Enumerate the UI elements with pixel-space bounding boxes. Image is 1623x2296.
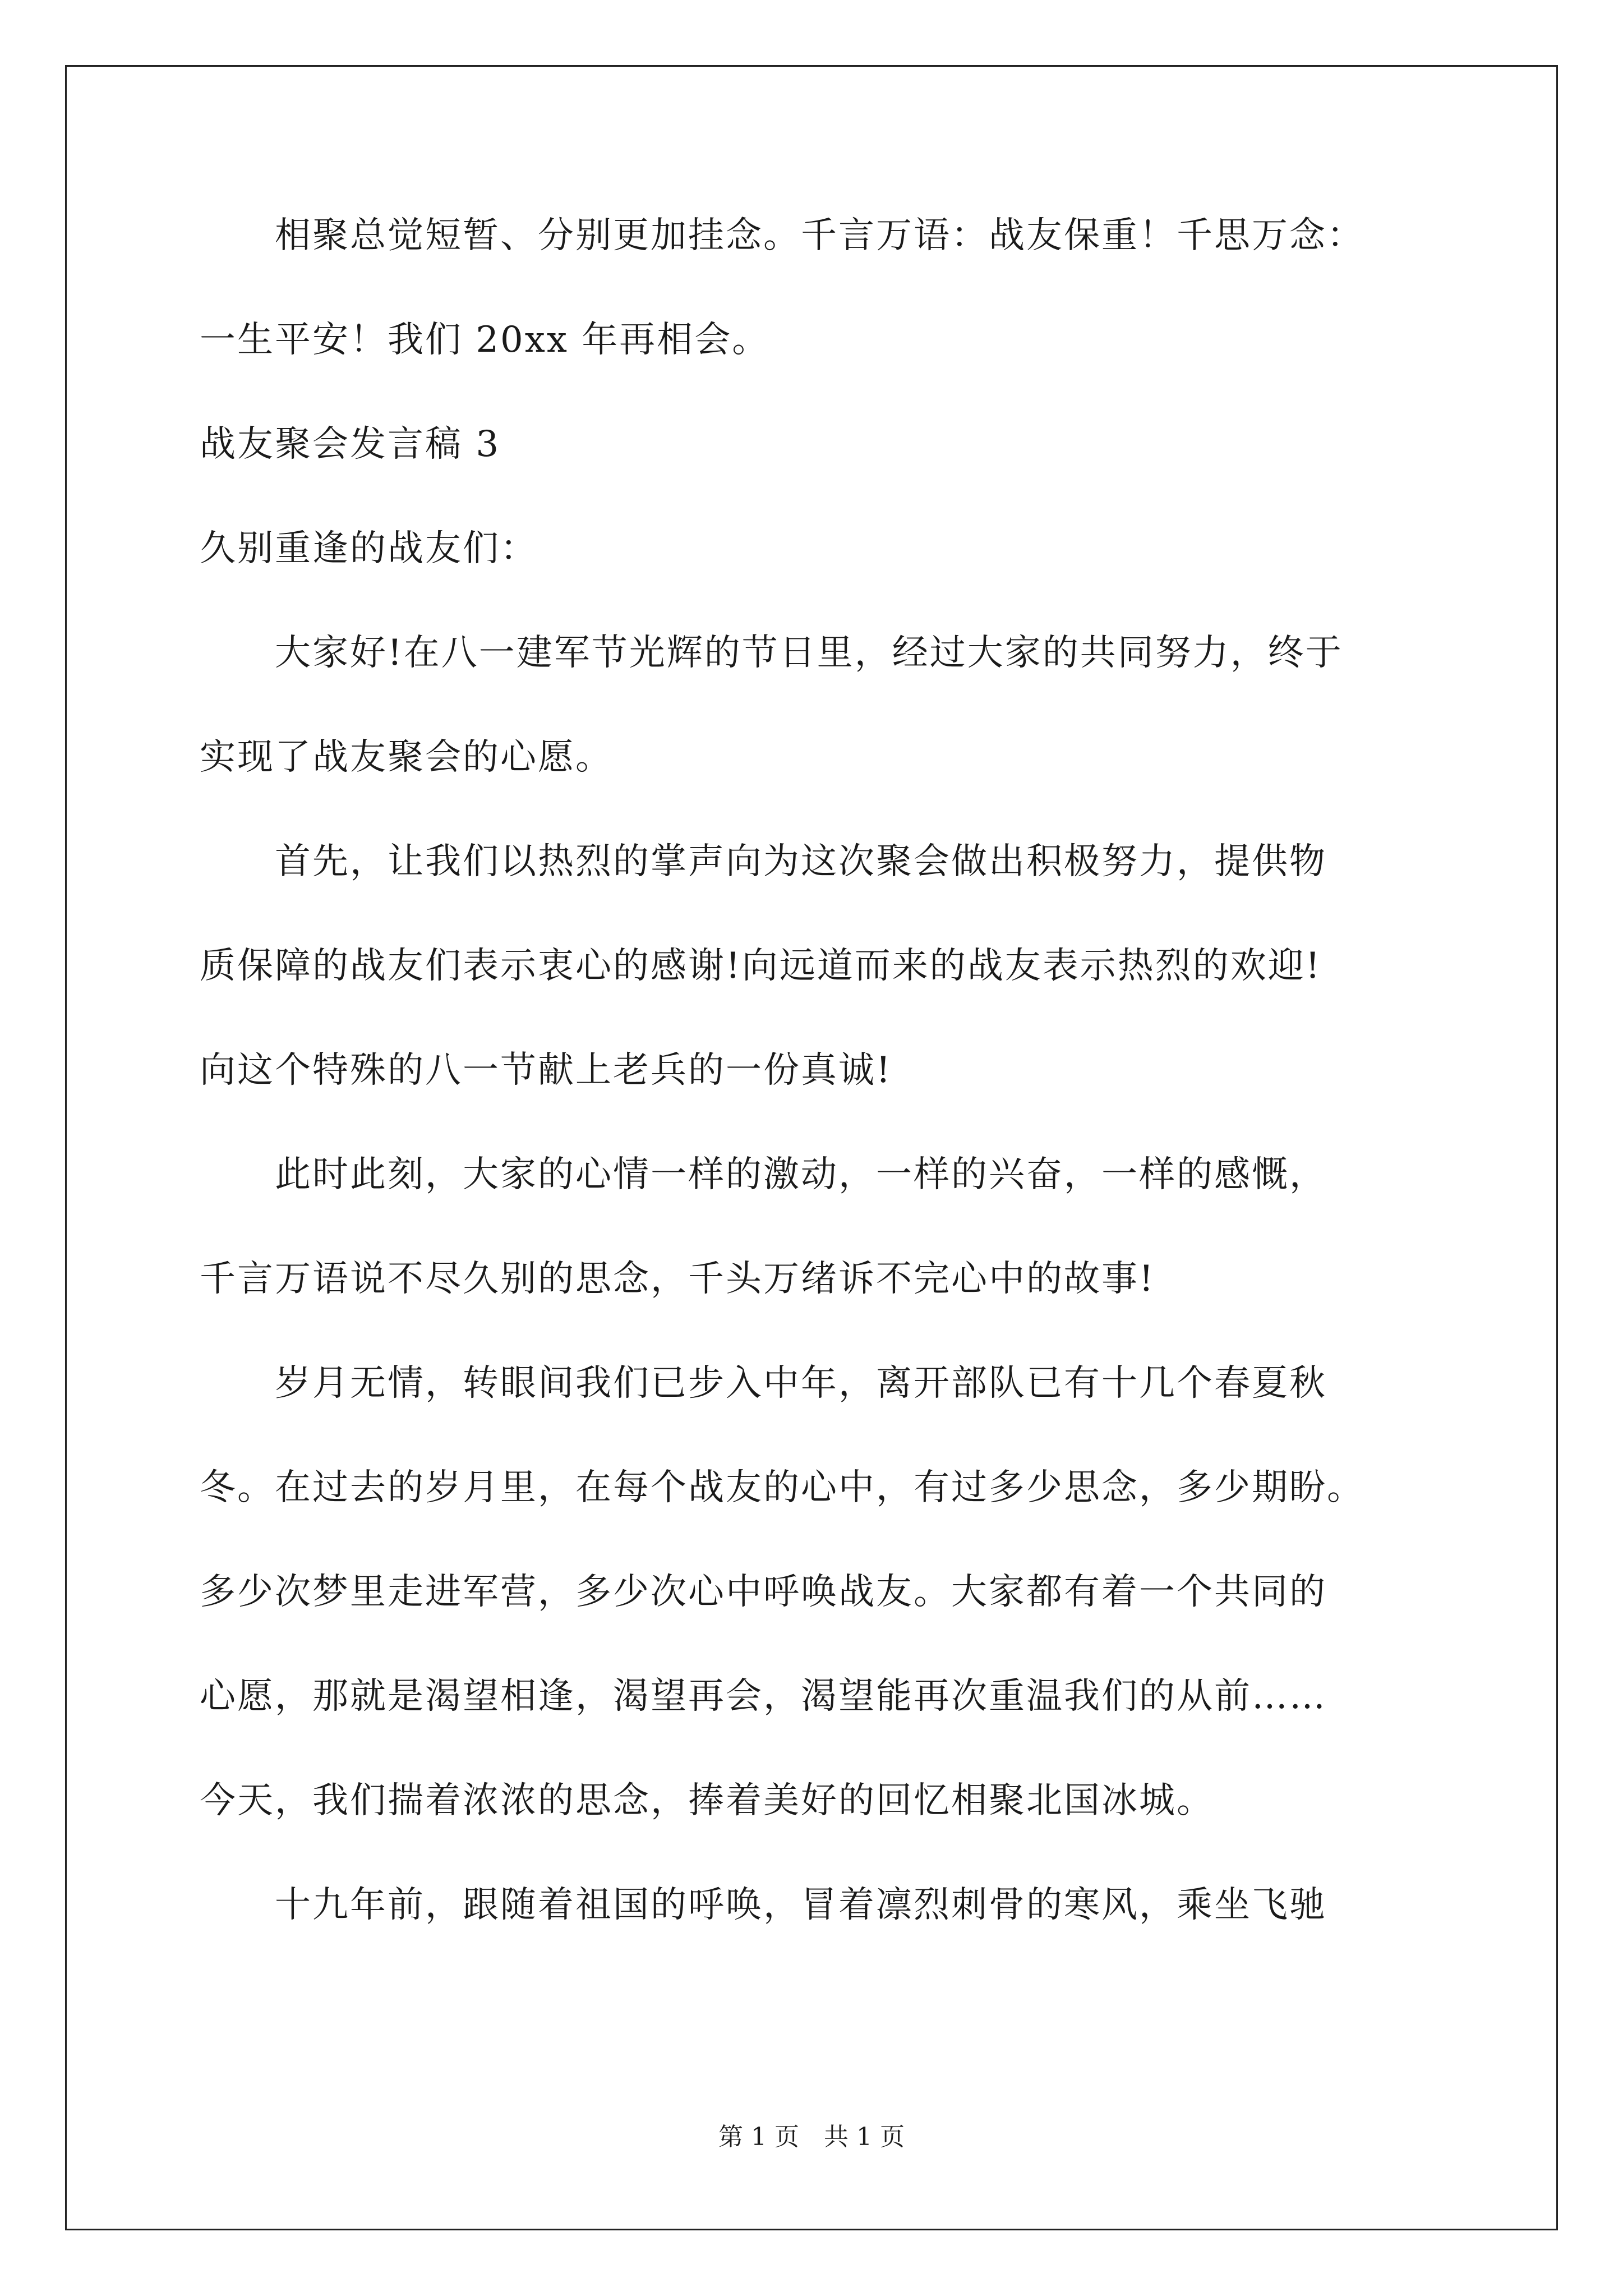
text-line: 向这个特殊的八一节献上老兵的一份真诚! — [200, 1050, 892, 1091]
text-line: 冬。在过去的岁月里，在每个战友的心中，有过多少思念，多少期盼。 — [200, 1467, 1364, 1508]
text-line: 质保障的战友们表示衷心的感谢!向远道而来的战友表示热烈的欢迎! — [200, 945, 1322, 987]
page-number-footer: 第 1 页 共 1 页 — [718, 2123, 905, 2151]
text-line: 今天，我们揣着浓浓的思念，捧着美好的回忆相聚北国冰城。 — [200, 1780, 1214, 1821]
text-line: 大家好!在八一建军节光辉的节日里，经过大家的共同努力，终于 — [200, 632, 1343, 674]
section-heading: 战友聚会发言稿 3 — [200, 424, 501, 465]
text-line: 心愿，那就是渴望相逢，渴望再会，渴望能再次重温我们的从前…… — [200, 1676, 1327, 1717]
text-line: 此时此刻，大家的心情一样的激动，一样的兴奋，一样的感慨， — [200, 1154, 1327, 1195]
text-line: 首先，让我们以热烈的掌声向为这次聚会做出积极努力，提供物 — [200, 841, 1327, 882]
text-line: 一生平安！我们 20xx 年再相会。 — [200, 319, 770, 361]
text-line: 千言万语说不尽久别的思念，千头万绪诉不完心中的故事! — [200, 1258, 1155, 1300]
text-line: 十九年前，跟随着祖国的呼唤，冒着凛烈刺骨的寒风，乘坐飞驰 — [200, 1884, 1327, 1926]
salutation: 久别重逢的战友们： — [200, 528, 538, 569]
text-line: 相聚总觉短暂、分别更加挂念。千言万语：战友保重！千思万念： — [200, 215, 1364, 256]
text-line: 岁月无情，转眼间我们已步入中年，离开部队已有十几个春夏秋 — [200, 1363, 1327, 1404]
text-line: 实现了战友聚会的心愿。 — [200, 737, 613, 778]
text-line: 多少次梦里走进军营，多少次心中呼唤战友。大家都有着一个共同的 — [200, 1571, 1327, 1613]
